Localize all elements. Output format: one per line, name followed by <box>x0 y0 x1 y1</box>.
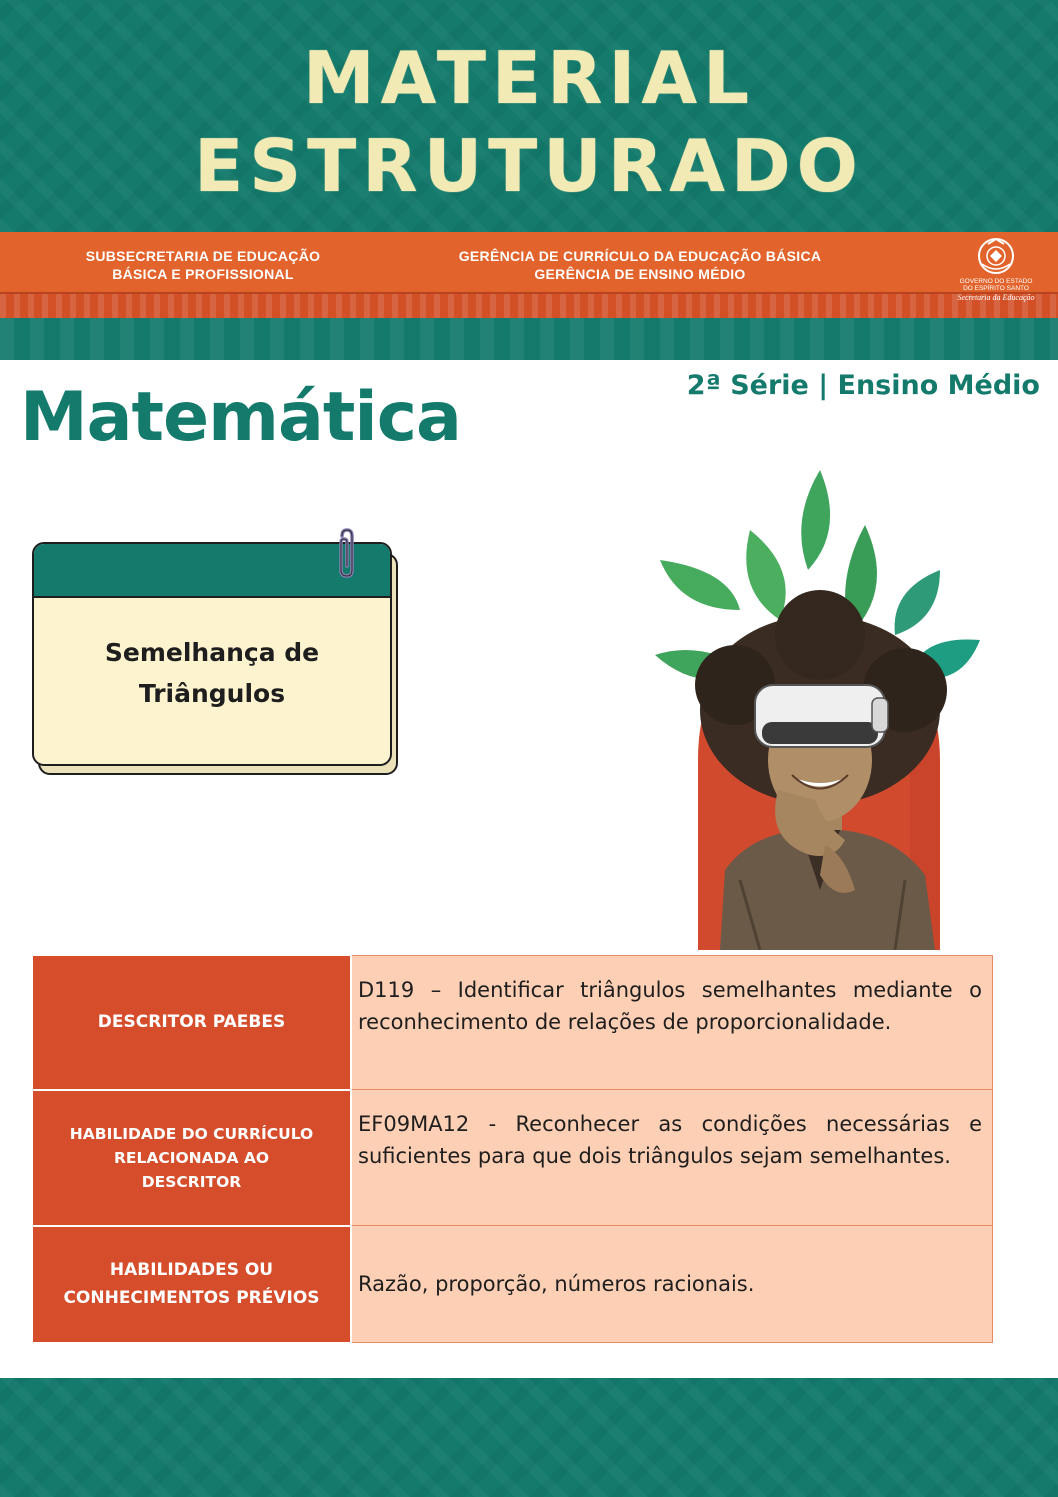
footer-banner <box>0 1378 1058 1497</box>
row-value-habilidade: EF09MA12 - Reconhecer as condições necessárias e suficientes para que dois triângulos sejam semelhantes. <box>351 1090 993 1226</box>
table-row <box>33 1090 993 1226</box>
info-table <box>33 955 993 1344</box>
row-label-descritor: DESCRITOR PAEBES <box>33 956 351 1090</box>
gov-logo <box>954 236 1038 318</box>
row-value-conhecimentos: Razão, proporção, números racionais. <box>351 1226 993 1343</box>
org-gerencia: GERÊNCIA DE CURRÍCULO DA EDUCAÇÃO BÁSICA GERÊNCIA DE ENSINO MÉDIO <box>458 248 822 282</box>
topic-card-text: Semelhança de Triângulos <box>104 638 320 708</box>
row-label-habilidade <box>33 1090 351 1226</box>
header-banner <box>0 0 1058 232</box>
gov-logo-subtext: Secretaria da Educação <box>957 293 1035 302</box>
table-row <box>33 956 993 1090</box>
row-label-conhecimentos <box>33 1226 351 1343</box>
student-vr-headset-illustration <box>640 460 1000 950</box>
row-label-conhecimentos-text: HABILIDADES OU CONHECIMENTOS PRÉVIOS <box>63 1260 320 1308</box>
gov-crest-icon <box>976 236 1016 276</box>
org-subsecretaria: SUBSECRETARIA DE EDUCAÇÃO BÁSICA E PROFISSIONAL <box>85 248 321 282</box>
gov-logo-text: GOVERNO DO ESTADO DO ESPÍRITO SANTO <box>959 278 1033 292</box>
table-row <box>33 1226 993 1343</box>
header-title-line2: ESTRUTURADO <box>194 124 864 208</box>
row-label-habilidade-text: HABILIDADE DO CURRÍCULO RELACIONADA AO DESCRITOR <box>69 1124 314 1191</box>
meander-border <box>0 292 1058 320</box>
header-title-line1: MATERIAL <box>303 36 755 120</box>
subject-title: Matemática <box>20 378 461 457</box>
row-value-descritor: D119 – Identificar triângulos semelhantes mediante o reconhecimento de relações de proporcionalidade. <box>351 956 993 1090</box>
teal-strip <box>0 318 1058 360</box>
grade-label: 2ª Série | Ensino Médio <box>686 370 1040 401</box>
paperclip-icon <box>332 528 362 580</box>
